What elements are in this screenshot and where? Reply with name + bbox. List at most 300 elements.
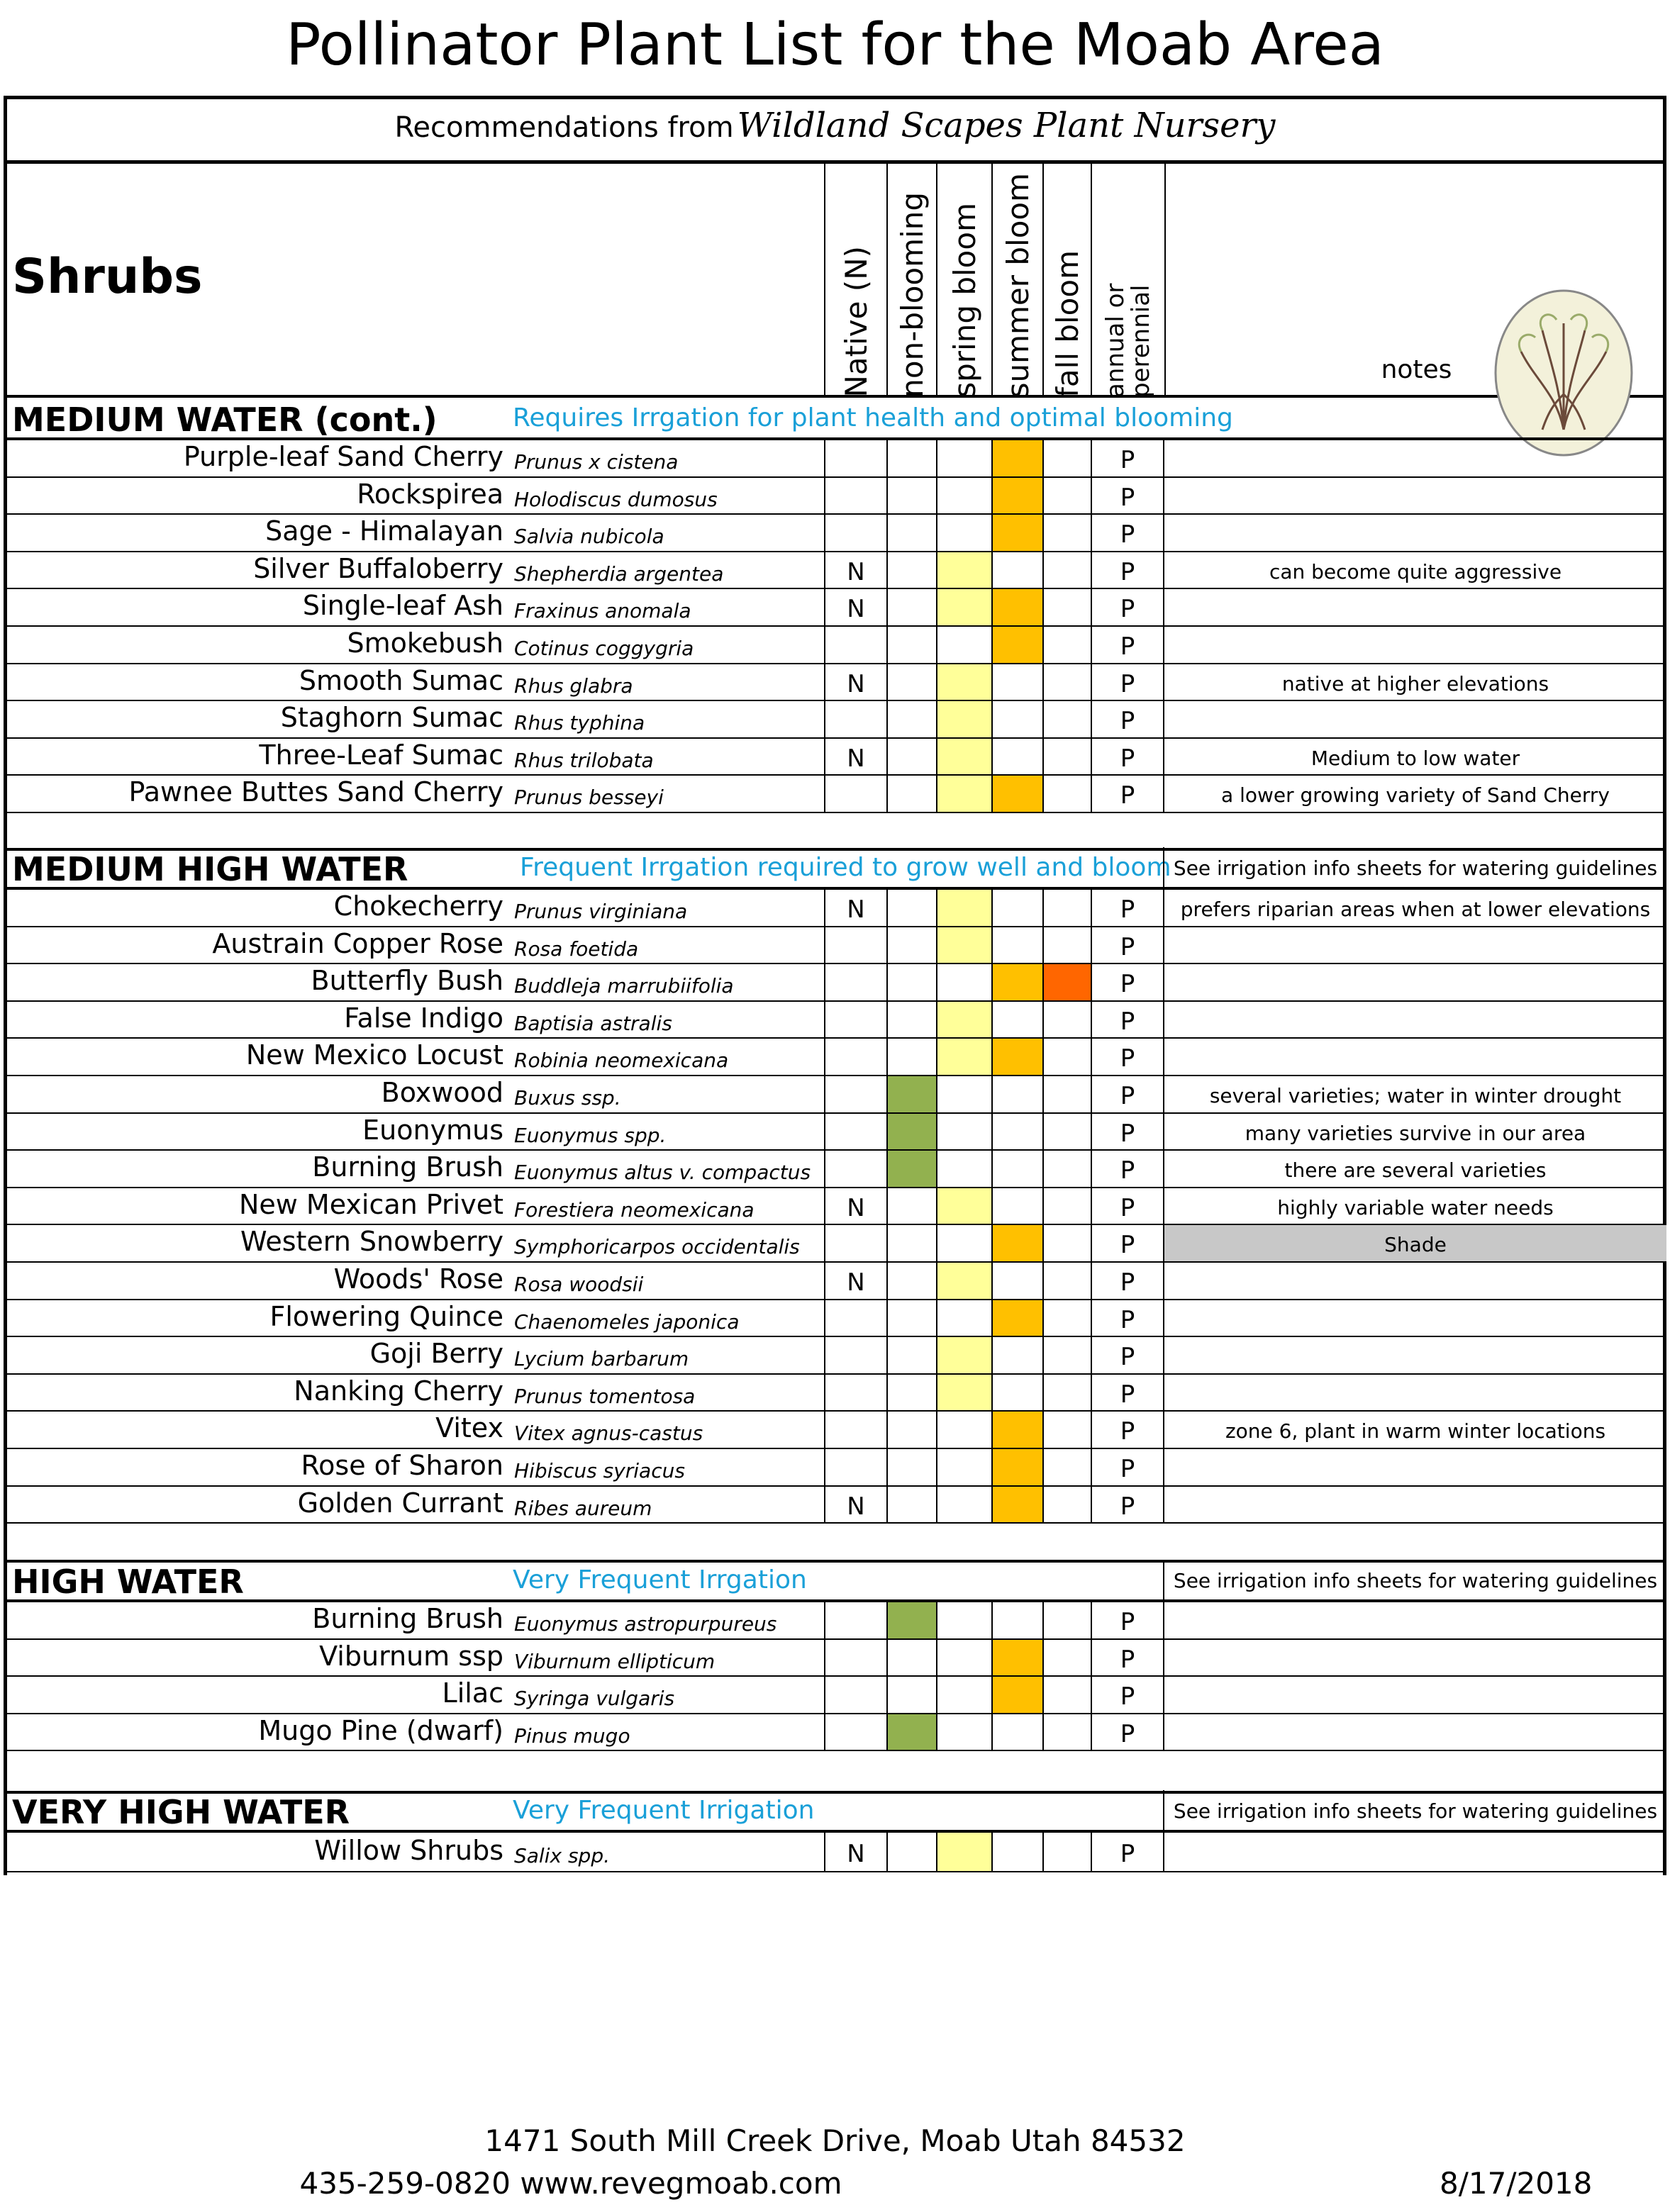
cell-fall <box>1042 1602 1091 1638</box>
plant-note <box>1163 1300 1666 1336</box>
footer-contact: 435-259-0820 www.revegmoab.com <box>299 2166 842 2201</box>
section-header <box>4 398 1666 440</box>
table-row <box>4 1263 1666 1300</box>
table-row <box>4 664 1666 702</box>
plant-note <box>1163 1677 1666 1713</box>
cell-summer <box>991 440 1042 476</box>
cell-fall <box>1042 1188 1091 1224</box>
cell-ap: P <box>1091 1714 1163 1750</box>
recommendation-lead: Recommendations from <box>394 111 734 144</box>
cell-spring <box>936 1375 991 1411</box>
page-title: Pollinator Plant List for the Moab Area <box>286 11 1384 79</box>
cell-fall <box>1042 1076 1091 1112</box>
cell-native: N <box>824 589 886 625</box>
cell-native <box>824 1337 886 1373</box>
cell-summer <box>991 1039 1042 1075</box>
cell-summer <box>991 890 1042 926</box>
cell-summer <box>991 1002 1042 1038</box>
cell-fall <box>1042 1114 1091 1150</box>
plant-note <box>1163 440 1666 476</box>
cell-ap: P <box>1091 1039 1163 1075</box>
footer-date: 8/17/2018 <box>1440 2166 1593 2201</box>
plant-common-name: Goji Berry <box>369 1338 503 1370</box>
cell-summer <box>991 739 1042 775</box>
cell-summer <box>991 1449 1042 1485</box>
cell-fall <box>1042 478 1091 514</box>
cell-spring <box>936 1714 991 1750</box>
cell-spring <box>936 776 991 812</box>
cell-non <box>886 478 936 514</box>
plant-scientific-name: Forestiera neomexicana <box>514 1197 755 1222</box>
cell-fall <box>1042 589 1091 625</box>
cell-summer <box>991 1337 1042 1373</box>
cell-spring <box>936 478 991 514</box>
col-non-blooming: non-blooming <box>886 164 937 398</box>
section-header <box>4 1790 1666 1833</box>
cell-native: N <box>824 552 886 588</box>
plant-scientific-name: Shepherdia argentea <box>514 562 724 586</box>
cell-spring <box>936 1487 991 1523</box>
plant-scientific-name: Symphoricarpos occidentalis <box>514 1235 800 1259</box>
col-fall: fall bloom <box>1042 164 1092 398</box>
plant-note <box>1163 1039 1666 1075</box>
section-description: Frequent Irrgation required to grow well and bloom <box>520 853 1171 882</box>
cell-ap: P <box>1091 1002 1163 1038</box>
cell-spring <box>936 739 991 775</box>
cell-native <box>824 1602 886 1638</box>
footer-address: 1471 South Mill Creek Drive, Moab Utah 84532 <box>484 2123 1186 2158</box>
cell-non <box>886 701 936 737</box>
cell-spring <box>936 1833 991 1871</box>
table-row <box>4 1225 1666 1263</box>
cell-ap: P <box>1091 1449 1163 1485</box>
cell-ap: P <box>1091 776 1163 812</box>
cell-ap: P <box>1091 1263 1163 1299</box>
table-row <box>4 440 1666 478</box>
table-row <box>4 1039 1666 1076</box>
plant-common-name: Golden Currant <box>297 1487 503 1519</box>
section-spacer <box>4 1757 1666 1794</box>
section-note: See irrigation info sheets for watering guidelines <box>1163 1560 1666 1599</box>
plant-note: zone 6, plant in warm winter locations <box>1163 1412 1666 1448</box>
table-row <box>4 1640 1666 1677</box>
table-row <box>4 589 1666 627</box>
cell-summer <box>991 589 1042 625</box>
plant-note <box>1163 589 1666 625</box>
plant-common-name: Burning Brush <box>312 1151 503 1183</box>
plant-common-name: Lilac <box>442 1677 503 1709</box>
cell-summer <box>991 1076 1042 1112</box>
table-row <box>4 1300 1666 1338</box>
plant-note: prefers riparian areas when at lower elevations <box>1163 890 1666 926</box>
cell-summer <box>991 478 1042 514</box>
cell-spring <box>936 1002 991 1038</box>
cell-non <box>886 927 936 963</box>
cell-non <box>886 1076 936 1112</box>
cell-spring <box>936 1300 991 1336</box>
cell-spring <box>936 964 991 1000</box>
section-title: HIGH WATER <box>12 1563 244 1601</box>
col-summer: summer bloom <box>991 164 1044 398</box>
cell-non <box>886 1449 936 1485</box>
cell-non <box>886 1833 936 1871</box>
plant-common-name: Willow Shrubs <box>314 1835 503 1866</box>
table-row <box>4 478 1666 515</box>
plant-scientific-name: Ribes aureum <box>514 1496 652 1520</box>
cell-non <box>886 440 936 476</box>
plant-common-name: Chokecherry <box>333 890 503 922</box>
table-row <box>4 1076 1666 1114</box>
cell-ap: P <box>1091 515 1163 551</box>
cell-fall <box>1042 1039 1091 1075</box>
section-note: See irrigation info sheets for watering guidelines <box>1163 847 1666 887</box>
section-note: See irrigation info sheets for watering guidelines <box>1163 1790 1666 1830</box>
section-title: VERY HIGH WATER <box>12 1793 350 1831</box>
cell-non <box>886 776 936 812</box>
plant-common-name: Single-leaf Ash <box>302 590 503 622</box>
plant-scientific-name: Cotinus coggygria <box>514 637 694 660</box>
cell-non <box>886 1375 936 1411</box>
plant-common-name: Rose of Sharon <box>301 1450 503 1481</box>
table-row <box>4 1449 1666 1487</box>
plant-scientific-name: Rosa woodsii <box>514 1273 644 1296</box>
cell-ap: P <box>1091 890 1163 926</box>
cell-non <box>886 589 936 625</box>
cell-spring <box>936 927 991 963</box>
cell-summer <box>991 552 1042 588</box>
cell-non <box>886 739 936 775</box>
plant-common-name: Boxwood <box>381 1077 503 1108</box>
table-row <box>4 1487 1666 1524</box>
cell-non <box>886 664 936 700</box>
cell-summer <box>991 964 1042 1000</box>
cell-fall <box>1042 964 1091 1000</box>
cell-spring <box>936 1677 991 1713</box>
cell-ap: P <box>1091 739 1163 775</box>
cell-summer <box>991 627 1042 663</box>
plant-note <box>1163 478 1666 514</box>
plant-common-name: Flowering Quince <box>269 1300 503 1332</box>
cell-fall <box>1042 1300 1091 1336</box>
plant-scientific-name: Euonymus spp. <box>514 1123 667 1147</box>
cell-ap: P <box>1091 1640 1163 1676</box>
cell-fall <box>1042 1375 1091 1411</box>
plant-common-name: Woods' Rose <box>333 1263 503 1295</box>
cell-spring <box>936 1039 991 1075</box>
cell-fall <box>1042 776 1091 812</box>
cell-summer <box>991 1412 1042 1448</box>
plant-common-name: Silver Buffaloberry <box>253 552 503 584</box>
plant-scientific-name: Pinus mugo <box>514 1724 630 1748</box>
plant-common-name: Austrain Copper Rose <box>212 927 503 959</box>
plant-common-name: Three-Leaf Sumac <box>259 739 503 771</box>
plant-note: many varieties survive in our area <box>1163 1114 1666 1150</box>
table-row <box>4 1714 1666 1752</box>
cell-fall <box>1042 1337 1091 1373</box>
cell-non <box>886 1300 936 1336</box>
plant-note <box>1163 1714 1666 1750</box>
section-heading: Shrubs <box>12 249 203 305</box>
table-row <box>4 552 1666 590</box>
plant-common-name: New Mexican Privet <box>238 1188 503 1220</box>
plant-common-name: New Mexico Locust <box>245 1039 503 1071</box>
plant-scientific-name: Rhus trilobata <box>514 748 654 772</box>
cell-non <box>886 1002 936 1038</box>
cell-summer <box>991 1151 1042 1187</box>
cell-non <box>886 890 936 926</box>
table-row <box>4 1602 1666 1640</box>
plant-common-name: Rockspirea <box>357 478 503 510</box>
cell-spring <box>936 552 991 588</box>
col-spring: spring bloom <box>936 164 993 398</box>
plant-scientific-name: Buxus ssp. <box>514 1086 621 1110</box>
cell-native <box>824 1151 886 1187</box>
plant-scientific-name: Fraxinus anomala <box>514 599 691 623</box>
plant-note: Medium to low water <box>1163 739 1666 775</box>
plant-scientific-name: Salvia nubicola <box>514 525 664 549</box>
plant-scientific-name: Hibiscus syriacus <box>514 1459 685 1482</box>
table-row <box>4 1375 1666 1412</box>
table-row <box>4 515 1666 552</box>
recommendation-banner <box>4 96 1666 164</box>
plant-note <box>1163 627 1666 663</box>
cell-summer <box>991 1833 1042 1871</box>
cell-ap: P <box>1091 627 1163 663</box>
plant-scientific-name: Rhus glabra <box>514 674 633 698</box>
table-row <box>4 1188 1666 1226</box>
cell-non <box>886 1151 936 1187</box>
plant-common-name: Smooth Sumac <box>299 664 503 696</box>
cell-summer <box>991 1300 1042 1336</box>
cell-native <box>824 1076 886 1112</box>
cell-native <box>824 1300 886 1336</box>
cell-fall <box>1042 627 1091 663</box>
cell-fall <box>1042 1487 1091 1523</box>
cell-summer <box>991 1602 1042 1638</box>
plant-note <box>1163 927 1666 963</box>
plant-note: native at higher elevations <box>1163 664 1666 700</box>
cell-non <box>886 1337 936 1373</box>
cell-fall <box>1042 1640 1091 1676</box>
cell-native <box>824 478 886 514</box>
cell-non <box>886 552 936 588</box>
cell-ap: P <box>1091 1487 1163 1523</box>
cell-native <box>824 440 886 476</box>
cell-ap: P <box>1091 964 1163 1000</box>
cell-ap: P <box>1091 664 1163 700</box>
cell-ap: P <box>1091 1076 1163 1112</box>
cell-fall <box>1042 440 1091 476</box>
plant-note <box>1163 515 1666 551</box>
plant-scientific-name: Chaenomeles japonica <box>514 1309 740 1334</box>
cell-non <box>886 1114 936 1150</box>
cell-spring <box>936 515 991 551</box>
cell-summer <box>991 515 1042 551</box>
cell-ap: P <box>1091 1151 1163 1187</box>
cell-summer <box>991 1677 1042 1713</box>
cell-summer <box>991 776 1042 812</box>
cell-ap: P <box>1091 440 1163 476</box>
cell-summer <box>991 1487 1042 1523</box>
plant-note <box>1163 1263 1666 1299</box>
cell-non <box>886 515 936 551</box>
cell-fall <box>1042 927 1091 963</box>
cell-native <box>824 1677 886 1713</box>
plant-common-name: Euonymus <box>362 1114 503 1146</box>
plant-scientific-name: Rhus typhina <box>514 711 645 735</box>
cell-native <box>824 1002 886 1038</box>
table-header <box>4 164 1666 398</box>
plant-note <box>1163 964 1666 1000</box>
plant-note: can become quite aggressive <box>1163 552 1666 588</box>
cell-fall <box>1042 1677 1091 1713</box>
cell-ap: P <box>1091 1225 1163 1261</box>
section-header <box>4 847 1666 890</box>
cell-spring <box>936 1602 991 1638</box>
plant-note <box>1163 1002 1666 1038</box>
plant-scientific-name: Buddleja marrubiifolia <box>514 974 734 998</box>
cell-non <box>886 1640 936 1676</box>
cell-ap: P <box>1091 1300 1163 1336</box>
cell-summer <box>991 1225 1042 1261</box>
cell-native: N <box>824 664 886 700</box>
cell-summer <box>991 927 1042 963</box>
table-row <box>4 1002 1666 1039</box>
plant-common-name: Western Snowberry <box>240 1226 503 1258</box>
cell-non <box>886 1714 936 1750</box>
col-native: Native (N) <box>824 164 888 398</box>
table-row <box>4 701 1666 739</box>
cell-native <box>824 1449 886 1485</box>
cell-non <box>886 1677 936 1713</box>
cell-fall <box>1042 1714 1091 1750</box>
section-title: MEDIUM WATER (cont.) <box>12 401 438 439</box>
table-row <box>4 927 1666 965</box>
cell-ap: P <box>1091 1114 1163 1150</box>
table-row <box>4 890 1666 927</box>
cell-spring <box>936 1449 991 1485</box>
cell-spring <box>936 664 991 700</box>
cell-non <box>886 1412 936 1448</box>
plant-scientific-name: Viburnum ellipticum <box>514 1649 716 1673</box>
cell-non <box>886 1039 936 1075</box>
plant-common-name: Pawnee Buttes Sand Cherry <box>128 776 503 808</box>
cell-ap: P <box>1091 1412 1163 1448</box>
table-row <box>4 964 1666 1002</box>
cell-ap: P <box>1091 478 1163 514</box>
plant-common-name: Nanking Cherry <box>294 1375 503 1407</box>
cell-fall <box>1042 701 1091 737</box>
col-notes: notes <box>1381 355 1452 384</box>
plant-scientific-name: Prunus tomentosa <box>514 1384 696 1408</box>
plant-note: there are several varieties <box>1163 1151 1666 1187</box>
cell-summer <box>991 701 1042 737</box>
cell-summer <box>991 664 1042 700</box>
section-header <box>4 1560 1666 1602</box>
cell-native: N <box>824 1833 886 1871</box>
plant-scientific-name: Syringa vulgaris <box>514 1687 675 1711</box>
cell-fall <box>1042 1833 1091 1871</box>
cell-spring <box>936 1188 991 1224</box>
cell-fall <box>1042 1412 1091 1448</box>
cell-spring <box>936 589 991 625</box>
cell-spring <box>936 1076 991 1112</box>
section-description: Very Frequent Irrgation <box>513 1565 807 1594</box>
cell-fall <box>1042 1002 1091 1038</box>
plant-scientific-name: Holodiscus dumosus <box>514 487 718 511</box>
cell-fall <box>1042 739 1091 775</box>
plant-scientific-name: Lycium barbarum <box>514 1347 689 1371</box>
plant-scientific-name: Rosa foetida <box>514 937 639 961</box>
plant-note <box>1163 701 1666 737</box>
cell-spring <box>936 1225 991 1261</box>
cell-spring <box>936 1412 991 1448</box>
plant-common-name: Purple-leaf Sand Cherry <box>183 441 503 472</box>
cell-non <box>886 1263 936 1299</box>
table-row <box>4 1337 1666 1375</box>
cell-fall <box>1042 664 1091 700</box>
plant-common-name: Butterfly Bush <box>311 965 503 997</box>
cell-native <box>824 1412 886 1448</box>
section-spacer <box>4 814 1666 851</box>
plant-note: a lower growing variety of Sand Cherry <box>1163 776 1666 812</box>
plant-scientific-name: Euonymus astropurpureus <box>514 1612 777 1636</box>
cell-ap: P <box>1091 1375 1163 1411</box>
cell-fall <box>1042 552 1091 588</box>
table-row <box>4 1151 1666 1188</box>
nursery-name: Wildland Scapes Plant Nursery <box>737 106 1276 145</box>
table-row <box>4 739 1666 776</box>
plant-note <box>1163 1375 1666 1411</box>
cell-spring <box>936 1640 991 1676</box>
cell-native <box>824 1114 886 1150</box>
cell-ap: P <box>1091 701 1163 737</box>
cell-summer <box>991 1263 1042 1299</box>
cell-native: N <box>824 739 886 775</box>
cell-ap: P <box>1091 1337 1163 1373</box>
cell-non <box>886 1487 936 1523</box>
cell-non <box>886 964 936 1000</box>
plant-note <box>1163 1602 1666 1638</box>
cell-native <box>824 776 886 812</box>
plant-scientific-name: Salix spp. <box>514 1844 610 1867</box>
table-row <box>4 1677 1666 1714</box>
cell-spring <box>936 890 991 926</box>
cell-non <box>886 627 936 663</box>
plant-scientific-name: Baptisia astralis <box>514 1011 672 1035</box>
table-row <box>4 627 1666 664</box>
cell-native <box>824 515 886 551</box>
cell-ap: P <box>1091 552 1163 588</box>
cell-fall <box>1042 1263 1091 1299</box>
section-description: Requires Irrgation for plant health and optimal blooming <box>513 403 1233 432</box>
plant-note <box>1163 1487 1666 1523</box>
plant-common-name: False Indigo <box>344 1002 503 1034</box>
cell-native <box>824 701 886 737</box>
cell-spring <box>936 1151 991 1187</box>
cell-ap: P <box>1091 1833 1163 1871</box>
plant-note: several varieties; water in winter drought <box>1163 1076 1666 1112</box>
plant-note: Shade <box>1163 1225 1666 1261</box>
cell-fall <box>1042 1449 1091 1485</box>
cell-ap: P <box>1091 1188 1163 1224</box>
cell-native: N <box>824 1487 886 1523</box>
cell-spring <box>936 701 991 737</box>
plant-note <box>1163 1833 1666 1871</box>
plant-note <box>1163 1640 1666 1676</box>
cell-ap: P <box>1091 1677 1163 1713</box>
table-row <box>4 1833 1666 1872</box>
